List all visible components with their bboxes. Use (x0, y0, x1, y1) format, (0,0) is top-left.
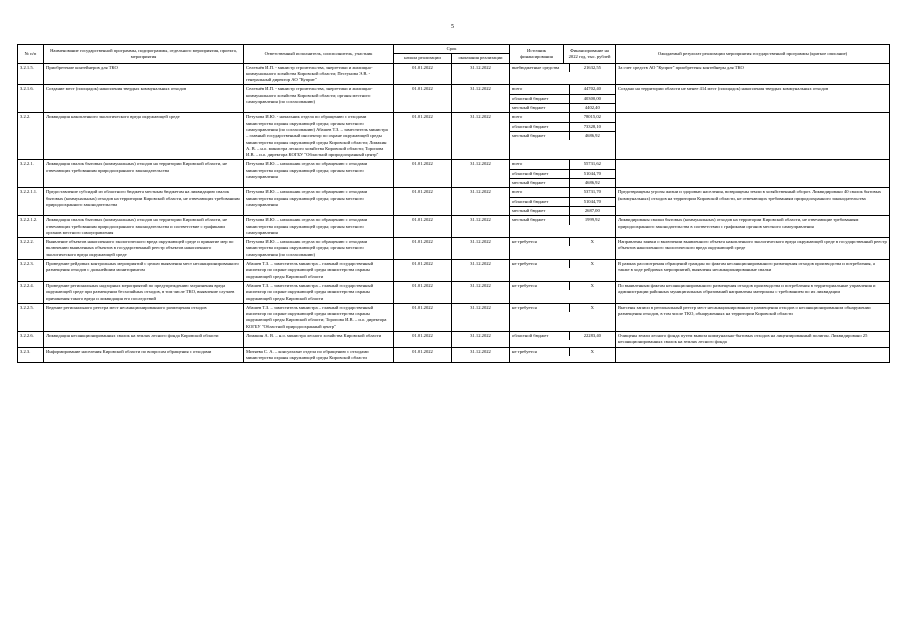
row-start-date: 01.01.2022 (394, 347, 452, 363)
financing-amount: 4686,92 (584, 180, 600, 186)
header-source: Источник финансирования (510, 45, 564, 64)
row-start-date: 01.01.2022 (394, 331, 452, 347)
row-name: Приобретение контейнеров для ТКО (44, 63, 244, 85)
row-start-date: 01.01.2022 (394, 303, 452, 331)
financing-source: не требуется (510, 238, 569, 246)
header-start: начала реализации (394, 54, 452, 63)
row-result: Направлены заявки о включении выявленного объекта накопленного экологического вреда окружающей среде в государственный реестр объектов накопленного экологического вреда окружающей среде (616, 238, 890, 260)
financing-line (510, 282, 615, 290)
financing-line (510, 122, 615, 131)
header-num: № п/п (18, 45, 44, 64)
financing-source: не требуется (510, 304, 569, 312)
financing-source: местный бюджет (510, 104, 569, 113)
table-row (18, 216, 890, 238)
row-start-date: 01.01.2022 (394, 238, 452, 260)
row-name: Ведение регионального реестра мест несанкционированного размещения отходов (44, 303, 244, 331)
table-row (18, 260, 890, 282)
row-financing (510, 160, 616, 188)
row-executor: Петухова И.Ю. – начальник отдела по обращению с отходами министерства охраны окружающей среды; органы местного самоуправления (244, 160, 394, 188)
row-number: 3.2.3. (18, 347, 44, 363)
table-row (18, 63, 890, 85)
financing-amount: 4686,92 (584, 132, 600, 138)
header-result: Ожидаемый результат реализации мероприятия государственной программы (краткое описание) (616, 45, 890, 64)
row-number: 3.2.2. (18, 113, 44, 160)
financing-amount: X (590, 239, 594, 245)
financing-line (510, 85, 615, 94)
financing-line (510, 104, 615, 113)
row-executor: Абашев Т.З. – заместитель министра – главный государственный инспектор по охране окружающей среды министерства охраны окружающей среды Кировской области (244, 260, 394, 282)
row-financing (510, 303, 616, 331)
row-result (616, 160, 890, 188)
row-end-date: 31.12.2022 (452, 331, 510, 347)
row-financing (510, 188, 616, 216)
financing-line (510, 197, 615, 206)
financing-line (510, 113, 615, 122)
financing-amount: 40300,00 (569, 94, 615, 103)
row-result: Внесены записи в региональный реестр мест несанкционированного размещения отходов о несанкционированном обнаружении размещения отходов, в том числе ТКО, обнаруженных на территории Кировской области (616, 303, 890, 331)
table-row (18, 331, 890, 347)
financing-line (510, 348, 615, 356)
financing-source: всего (510, 188, 569, 197)
financing-source: всего (510, 113, 569, 122)
row-executor: Ломакин А. В. – н.о. министра лесного хозяйства Кировской области (244, 331, 394, 347)
financing-source: местный бюджет (510, 206, 569, 215)
row-number: 3.2.2.3. (18, 260, 44, 282)
table-row (18, 281, 890, 303)
table-row (18, 85, 890, 113)
row-end-date: 31.12.2022 (452, 63, 510, 85)
financing-table (510, 113, 615, 140)
table-row (18, 188, 890, 216)
financing-amount: 53731,70 (569, 188, 615, 197)
financing-amount: 51044,70 (569, 197, 615, 206)
page-number: 5 (451, 24, 454, 30)
row-start-date: 01.01.2022 (394, 113, 452, 160)
financing-source: местный бюджет (510, 131, 569, 140)
financing-table (510, 85, 615, 112)
row-number: 3.2.1.5. (18, 63, 44, 85)
financing-amount: X (590, 282, 594, 288)
row-end-date: 31.12.2022 (452, 303, 510, 331)
financing-amount: 78015,02 (569, 113, 615, 122)
financing-source: местный бюджет (510, 216, 569, 224)
row-result: Ликвидированы свалки бытовых (коммунальных) отходов на территории Кировской области, не отвечающие требованиям природоохранного законодательства в соответствии с графиками органов местного самоуправления (616, 216, 890, 238)
row-result (616, 347, 890, 363)
row-start-date: 01.01.2022 (394, 216, 452, 238)
row-number: 3.2.2.1.1. (18, 188, 44, 216)
financing-source: областной бюджет (510, 94, 569, 103)
row-financing (510, 260, 616, 282)
financing-line (510, 94, 615, 103)
financing-source: не требуется (510, 282, 569, 290)
header-term: Срок (394, 45, 510, 54)
row-start-date: 01.01.2022 (394, 160, 452, 188)
row-number: 3.2.2.1. (18, 160, 44, 188)
financing-amount: 22283,40 (583, 332, 601, 338)
financing-source: всего (510, 85, 569, 94)
row-financing (510, 216, 616, 238)
table-row (18, 113, 890, 160)
row-financing (510, 63, 616, 85)
financing-line (510, 188, 615, 197)
row-executor: Петухова И.Ю. – начальник отдела по обращению с отходами министерства охраны окружающей среды; органы местного самоуправления (по согласованию) (244, 238, 394, 260)
row-executor: Митяева С. А. – консультант отдела по обращению с отходами министерства охраны окружающей среды Кировской области (244, 347, 394, 363)
financing-line (510, 169, 615, 178)
financing-source: областной бюджет (510, 332, 569, 340)
row-start-date: 01.01.2022 (394, 85, 452, 113)
row-name: Ликвидация накопленного экологического вреда окружающей среде (44, 113, 244, 160)
financing-amount: 4402,40 (584, 105, 600, 111)
financing-table (510, 160, 615, 187)
financing-source: областной бюджет (510, 122, 569, 131)
header-name: Наименование государственной программы, подпрограммы, отдельного мероприятия, проекта, мероприятия (44, 45, 244, 64)
financing-amount: X (590, 304, 594, 310)
financing-table (510, 332, 615, 340)
row-result (616, 113, 890, 160)
row-result: Предотвращены угрозы жизни и здоровью населения, возвращены земли в хозяйственный оборот. Ликвидировано 40 свалок бытовых (коммунальных) отходов на территории Кировской области, не отвечающих требованиям природоохранного законодательства (616, 188, 890, 216)
row-result: Создано на территории области не менее 414 мест (площадок) накопления твердых коммунальных отходов (616, 85, 890, 113)
financing-amount: 44702,40 (569, 85, 615, 94)
financing-source: всего (510, 160, 569, 169)
financing-source: местный бюджет (510, 179, 569, 188)
row-executor: Селезнёв И.П. - министр строительства, энергетики и жилищно-коммунального хозяйства Кировской области; органы местного самоуправления (по согласованию) (244, 85, 394, 113)
header-funding: Финансирование на 2022 год, тыс. рублей (564, 45, 616, 64)
row-name: Информирование населения Кировской области по вопросам обращения с отходами (44, 347, 244, 363)
row-start-date: 01.01.2022 (394, 63, 452, 85)
financing-line (510, 304, 615, 312)
row-name: Ликвидация свалок бытовых (коммунальных) отходов на территории Кировской области, не отвечающих требованиям природоохранного законодательства (44, 160, 244, 188)
financing-line (510, 260, 615, 268)
row-number: 3.2.2.6. (18, 331, 44, 347)
row-name: Выявление объектов накопленного экологического вреда окружающей среде и принятие мер по включению выявленных объектов в государственный реестр объектов накопленного экологического вреда окружающей среде (44, 238, 244, 260)
financing-table (510, 304, 615, 312)
row-number: 3.2.2.4. (18, 281, 44, 303)
row-end-date: 31.12.2022 (452, 281, 510, 303)
row-start-date: 01.01.2022 (394, 188, 452, 216)
financing-source: областной бюджет (510, 169, 569, 178)
row-executor: Селезнёв И.П. - министр строительства, энергетики и жилищно-коммунального хозяйства Кировской области; Пестунова Э.В. - генеральный директор АО "Куприт" (244, 63, 394, 85)
financing-source: не требуется (510, 260, 569, 268)
row-result: За счет средств АО "Куприт" приобретены контейнеры для ТКО (616, 63, 890, 85)
row-executor: Абашев Т.З. – заместитель министра – главный государственный инспектор по охране окружающей среды министерства охраны окружающей среды Кировской области (244, 281, 394, 303)
financing-line (510, 216, 615, 224)
row-financing (510, 347, 616, 363)
row-end-date: 31.12.2022 (452, 238, 510, 260)
financing-table (510, 64, 615, 72)
row-executor: Петухова И.Ю. - начальник отдела по обращению с отходами министерства охраны окружающей среды; органы местного самоуправления (по согласованию) Абашев Т.З. – заместитель министра – главный государственный инспектор по охране окружающей среды министерства охраны окружающей среды Кировской области; Ломакин А. В. – н.о. министра лесного хозяйства Кировской области; Торопова И.В. – и.о. директора КОГБУ "Областной природоохранный центр" (244, 113, 394, 160)
financing-source: внебюджетные средства (510, 64, 569, 72)
financing-table (510, 216, 615, 224)
financing-table (510, 238, 615, 246)
row-name: Создание мест (площадок) накопления твердых коммунальных отходов (44, 85, 244, 113)
row-name: Ликвидация свалок бытовых (коммунальных) отходов на территории Кировской области, не отвечающих требованиям природоохранного законодательства и соответствие с графиками органов местного самоуправления (44, 216, 244, 238)
financing-line (510, 64, 615, 72)
financing-amount: 21632,55 (583, 64, 601, 70)
financing-table (510, 260, 615, 268)
financing-source: не требуется (510, 348, 569, 356)
row-end-date: 31.12.2022 (452, 113, 510, 160)
financing-amount: 51044,70 (569, 169, 615, 178)
table-row (18, 347, 890, 363)
row-result: В рамках рассмотрения обращений граждан по фактам несанкционированного размещения отходов производства и потребления, а также в ходе рейдовых мероприятий, выявлены несанкционированные свалки (616, 260, 890, 282)
row-financing (510, 331, 616, 347)
financing-line (510, 179, 615, 188)
row-financing (510, 238, 616, 260)
financing-amount: X (590, 348, 594, 354)
table-body (18, 63, 890, 363)
header-executor: Ответственный исполнитель, соисполнитель, участник (244, 45, 394, 64)
header-end: окончания реализации (452, 54, 510, 63)
row-end-date: 31.12.2022 (452, 188, 510, 216)
table-row (18, 303, 890, 331)
row-start-date: 01.01.2022 (394, 260, 452, 282)
financing-amount: 2687,00 (584, 207, 600, 213)
row-executor: Петухова И.Ю. – начальник отдела по обращению с отходами министерства охраны окружающей среды; органы местного самоуправления (244, 216, 394, 238)
row-number: 3.2.2.1.2. (18, 216, 44, 238)
program-table (17, 44, 890, 363)
financing-line (510, 206, 615, 215)
row-number: 3.2.2.2. (18, 238, 44, 260)
financing-line (510, 238, 615, 246)
row-name: Проведение региональных надзорных мероприятий по предупреждению загрязнения вреда окружающей среде при размещении бесхозяйных отходов, в том числе ТКО, выявление случаев причинения такого вреда и ликвидация его последствий (44, 281, 244, 303)
row-result: Очищены земли лесного фонда путем вывоза коммунально-бытовых отходов на лицензированный полигон. Ликвидировано 25 несанкционированных свалок на землях лесного фонда (616, 331, 890, 347)
row-financing (510, 281, 616, 303)
row-financing (510, 113, 616, 160)
row-end-date: 31.12.2022 (452, 347, 510, 363)
row-executor: Петухова И.Ю. – начальник отдела по обращению с отходами министерства охраны окружающей среды; органы местного самоуправления (244, 188, 394, 216)
table-row (18, 238, 890, 260)
row-executor: Абашев Т.З. – заместитель министра – главный государственный инспектор по охране окружающей среды министерства охраны окружающей среды Кировской области; Торопова И.В. – и.о. директора КОГБУ "Областной природоохранный центр" (244, 303, 394, 331)
row-name: Предоставление субсидий из областного бюджета местным бюджетам на ликвидацию свалок бытовых (коммунальных) отходов на территории Кировской области, не отвечающих требованиям природоохранного законодательства (44, 188, 244, 216)
row-name: Проведение рейдовых контрольных мероприятий с целью выявления мест несанкционированного размещения отходов с дальнейшим мониторингом (44, 260, 244, 282)
financing-table (510, 348, 615, 356)
table-row (18, 160, 890, 188)
financing-amount: 1999,92 (584, 217, 600, 223)
financing-line (510, 332, 615, 340)
row-end-date: 31.12.2022 (452, 160, 510, 188)
row-name: Ликвидация несанкционированных свалок на землях лесного фонда Кировской области (44, 331, 244, 347)
financing-amount: 55731,62 (569, 160, 615, 169)
financing-line (510, 160, 615, 169)
financing-table (510, 282, 615, 290)
header-row (18, 45, 890, 54)
row-financing (510, 85, 616, 113)
financing-amount: 73328,10 (569, 122, 615, 131)
financing-source: областной бюджет (510, 197, 569, 206)
financing-table (510, 188, 615, 215)
row-number: 3.2.1.6. (18, 85, 44, 113)
row-start-date: 01.01.2022 (394, 281, 452, 303)
financing-amount: X (590, 261, 594, 267)
row-result: По выявленным фактам несанкционированного размещения отходов производства и потребления в территориальные управления и администрации районных муниципальных образований направлены материалы с требованием по их ликвидации (616, 281, 890, 303)
row-end-date: 31.12.2022 (452, 216, 510, 238)
row-end-date: 31.12.2022 (452, 85, 510, 113)
row-end-date: 31.12.2022 (452, 260, 510, 282)
row-number: 3.2.2.5. (18, 303, 44, 331)
financing-line (510, 131, 615, 140)
